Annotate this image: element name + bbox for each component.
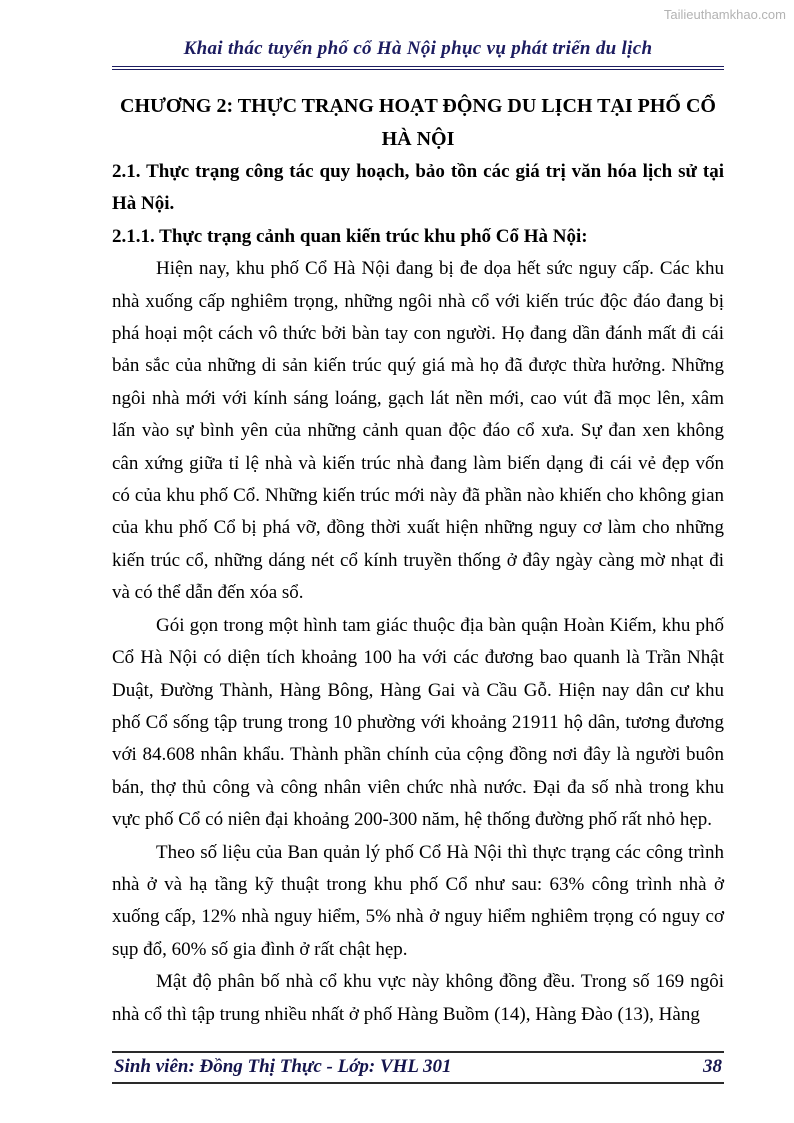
paragraph: Hiện nay, khu phố Cổ Hà Nội đang bị đe dọa hết sức nguy cấp. Các khu nhà xuống cấp nghiêm trọng, những ngôi nhà cổ với kiến trúc độc đáo đang bị phá hoại một cách vô thức bởi bàn tay con người. Họ đang dần đánh mất đi cái bản sắc của những di sản kiến trúc quý giá mà họ đã được thừa hưởng. Những ngôi nhà mới với kính sáng loáng, gạch lát nền mới, cao vút đã mọc lên, xâm lấn vào sự bình yên của những cảnh quan độc đáo cổ xưa. Sự đan xen không cân xứng giữa tỉ lệ nhà và kiến trúc nhà đang làm biến dạng đi cái vẻ đẹp vốn có của khu phố Cổ. Những kiến trúc mới này đã phần nào khiến cho không gian của khu phố Cổ bị phá vỡ, đồng thời xuất hiện những nguy cơ làm cho những kiến trúc cổ, những dáng nét cổ kính truyền thống ở đây ngày càng mờ nhạt đi và có thể dẫn đến xóa sổ. — [112, 258, 724, 604]
footer-author: Sinh viên: Đồng Thị Thực - Lớp: VHL 301 — [114, 1056, 452, 1077]
page-header — [112, 38, 724, 70]
section-heading: 2.1. Thực trạng công tác quy hoạch, bảo tồn các giá trị văn hóa lịch sử tại Hà Nội. — [112, 161, 724, 215]
document-content — [112, 90, 724, 1031]
header-title: Khai thác tuyến phố cổ Hà Nội phục vụ phát triển du lịch — [183, 38, 653, 59]
paragraph: Theo số liệu của Ban quản lý phố Cổ Hà Nội thì thực trạng các công trình nhà ở và hạ tầng kỹ thuật trong khu phố Cổ như sau: 63% công trình nhà ở xuống cấp, 12% nhà nguy hiểm, 5% nhà ở nguy hiểm nghiêm trọng có nguy cơ sụp đổ, 60% số gia đình ở rất chật hẹp. — [112, 841, 724, 960]
page-footer — [112, 1051, 724, 1084]
page-number: 38 — [703, 1056, 722, 1077]
chapter-title-line1: CHƯƠNG 2: THỰC TRẠNG HOẠT ĐỘNG DU LỊCH TẠI PHỐ CỔ — [120, 95, 716, 117]
watermark: Tailieuthamkhao.com — [663, 7, 786, 22]
paragraph: Mật độ phân bố nhà cổ khu vực này không đồng đều. Trong số 169 ngôi nhà cổ thì tập trung nhiều nhất ở phố Hàng Buồm (14), Hàng Đào (13), Hàng — [112, 971, 724, 1025]
paragraph: Gói gọn trong một hình tam giác thuộc địa bàn quận Hoàn Kiếm, khu phố Cổ Hà Nội có diện tích khoảng 100 ha với các đương bao quanh là Trần Nhật Duật, Đường Thành, Hàng Bông, Hàng Gai và Cầu Gỗ. Hiện nay dân cư khu phố Cổ sống tập trung trong 10 phường với khoảng 21911 hộ dân, tương đương với 84.608 nhân khẩu. Thành phần chính của cộng đồng nơi đây là người buôn bán, thợ thủ công và công nhân viên chức nhà nước. Đại đa số nhà trong khu vực phố Cổ có niên đại khoảng 200-300 năm, hệ thống đường phố rất nhỏ hẹp. — [112, 614, 724, 831]
chapter-title — [112, 90, 724, 156]
chapter-title-line2: HÀ NỘI — [381, 128, 455, 150]
subsection-heading: 2.1.1. Thực trạng cảnh quan kiến trúc khu phố Cổ Hà Nội: — [112, 225, 588, 247]
